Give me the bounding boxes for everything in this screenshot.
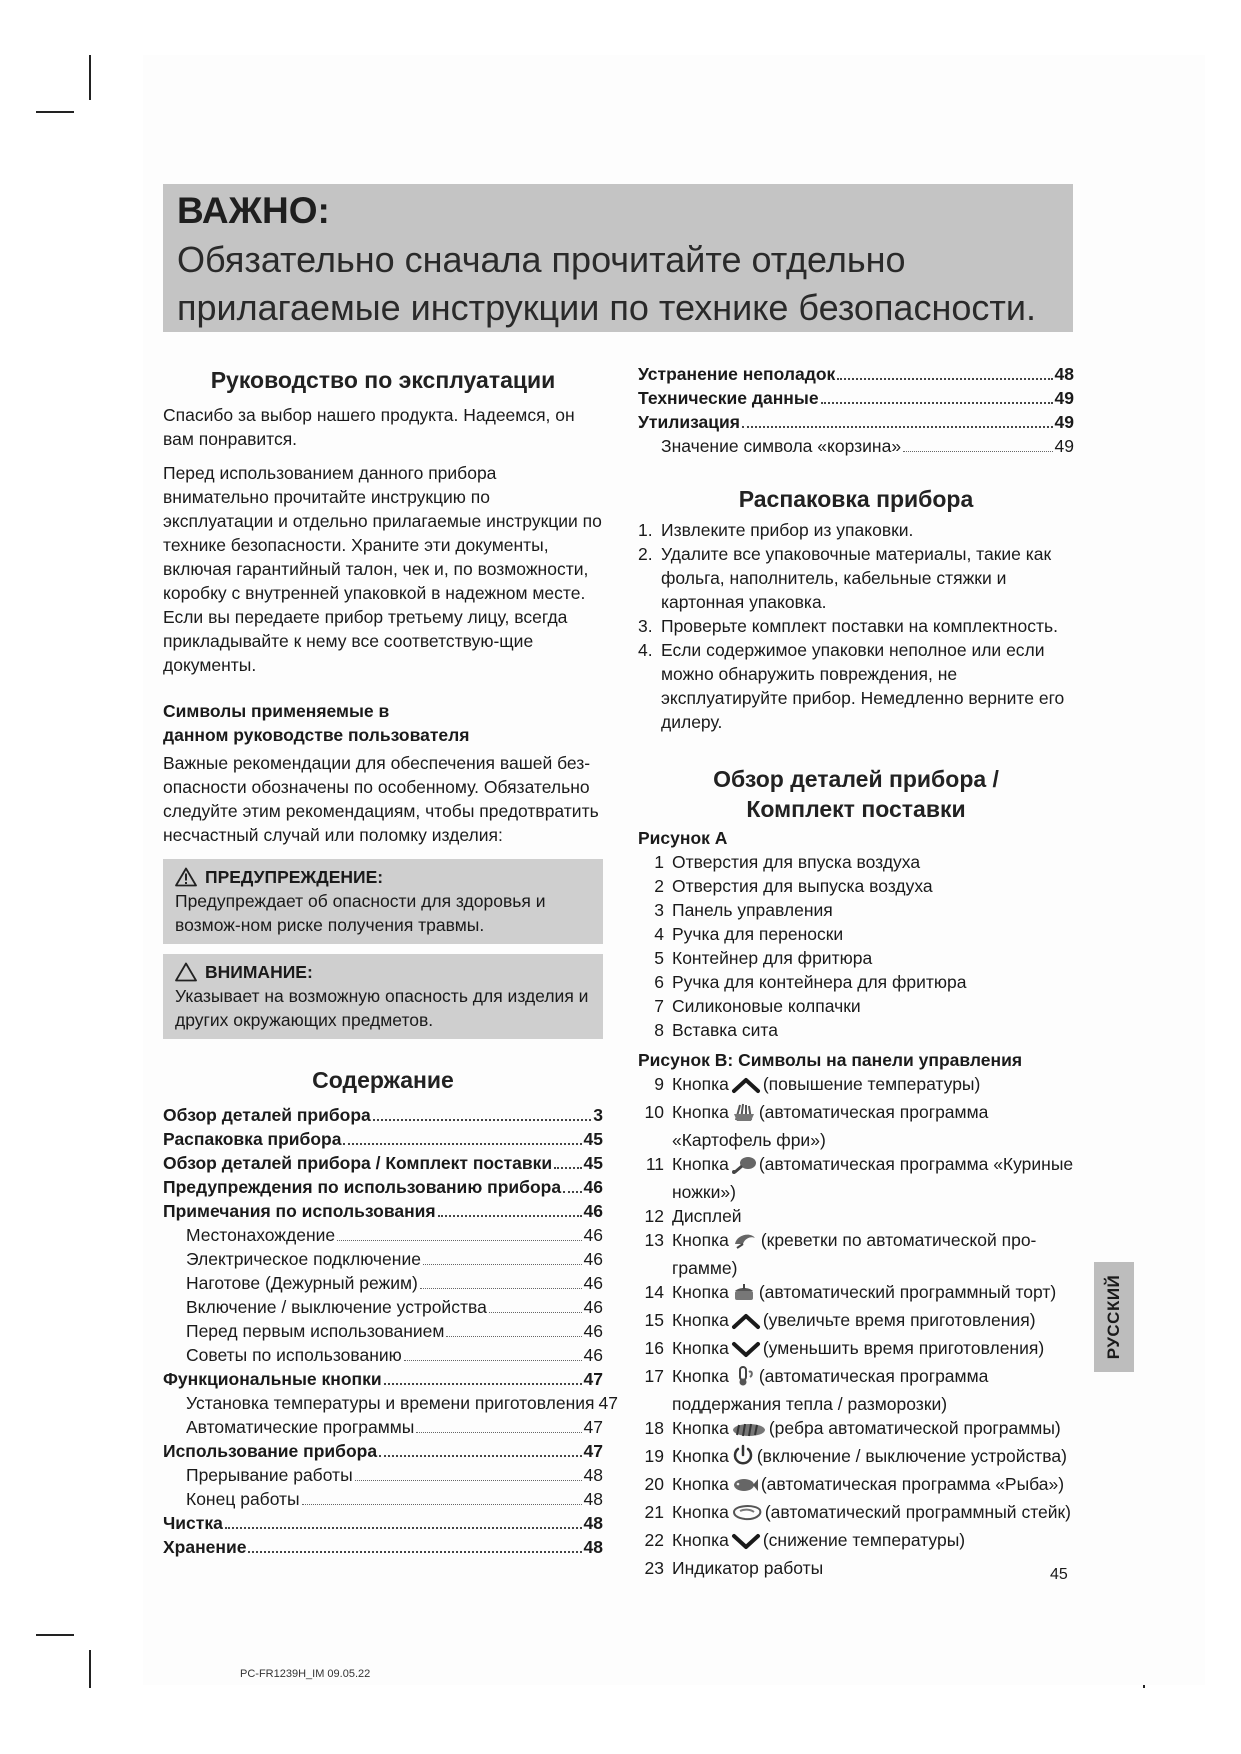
toc-entry[interactable] bbox=[163, 1319, 603, 1343]
crop-mark bbox=[89, 1650, 91, 1688]
crop-mark bbox=[36, 111, 74, 113]
item-text: Отверстия для впуска воздуха bbox=[672, 852, 921, 872]
toc-leader-dots bbox=[423, 1264, 582, 1265]
item-text: Отверстия для выпуска воздуха bbox=[672, 876, 933, 896]
caution-text: Указывает на возможную опасность для изделия и других окружающих предметов. bbox=[175, 986, 589, 1030]
caution-box bbox=[163, 954, 603, 1039]
toc-entry[interactable] bbox=[163, 1463, 603, 1487]
item-number: 4 bbox=[654, 924, 664, 944]
toc-entry-page: 49 bbox=[1054, 412, 1074, 432]
item-number: 14 bbox=[644, 1282, 664, 1302]
toc-leader-dots bbox=[554, 1167, 581, 1169]
banner-title: ВАЖНО: bbox=[177, 190, 330, 231]
toc-entry-page: 47 bbox=[598, 1393, 618, 1413]
item-word: Кнопка bbox=[672, 1074, 729, 1094]
toc-leader-dots bbox=[355, 1480, 582, 1481]
caution-header bbox=[175, 960, 591, 984]
item-number: 10 bbox=[644, 1102, 664, 1122]
toc-leader-dots bbox=[489, 1312, 582, 1313]
toc-leader-dots bbox=[821, 402, 1053, 404]
item-description: (автоматическая программа «Куриные ножки») bbox=[672, 1154, 1074, 1202]
item-description: (автоматический программный торт) bbox=[758, 1282, 1057, 1302]
item-text bbox=[672, 1336, 1074, 1364]
toc-entry-page: 46 bbox=[583, 1249, 603, 1269]
caution-title: ВНИМАНИЕ: bbox=[205, 962, 313, 982]
item-number: 15 bbox=[644, 1310, 664, 1330]
toc-leader-dots bbox=[837, 378, 1052, 380]
figure-a-item bbox=[638, 850, 1074, 874]
toc-entry-label: Конец работы bbox=[186, 1489, 300, 1509]
toc-entry-page: 46 bbox=[583, 1177, 603, 1197]
figure-a-item bbox=[638, 994, 1074, 1018]
figure-b-item bbox=[638, 1072, 1074, 1100]
important-banner bbox=[163, 184, 1073, 332]
toc-entry-page: 47 bbox=[583, 1417, 603, 1437]
step-number: 3. bbox=[638, 616, 653, 636]
crop-mark bbox=[36, 1634, 74, 1636]
item-text bbox=[672, 1204, 1074, 1228]
ribs-icon bbox=[731, 1420, 767, 1444]
figure-a-item bbox=[638, 946, 1074, 970]
toc-entry-label: Использование прибора bbox=[163, 1441, 378, 1461]
step-text: Извлеките прибор из упаковки. bbox=[661, 520, 914, 540]
chevron-up-icon bbox=[731, 1076, 761, 1100]
right-column bbox=[638, 362, 1074, 1580]
contents-heading: Содержание bbox=[312, 1067, 454, 1093]
fish-icon bbox=[731, 1474, 759, 1500]
item-word: Кнопка bbox=[672, 1230, 729, 1250]
toc-entry-label: Наготове (Дежурный режим) bbox=[186, 1273, 418, 1293]
toc-entry-label: Утилизация bbox=[638, 412, 741, 432]
toc-entry[interactable] bbox=[163, 1415, 603, 1439]
unpacking-step bbox=[638, 542, 1074, 614]
step-number: 2. bbox=[638, 544, 653, 564]
item-number: 13 bbox=[644, 1230, 664, 1250]
item-text bbox=[672, 1072, 1074, 1100]
chevron-up-icon bbox=[731, 1312, 761, 1336]
fries-icon bbox=[731, 1102, 757, 1128]
warning-box bbox=[163, 859, 603, 944]
figure-a-item bbox=[638, 898, 1074, 922]
chevron-down-icon bbox=[731, 1532, 761, 1556]
toc-entry[interactable] bbox=[163, 1151, 603, 1175]
toc-entry[interactable] bbox=[163, 1223, 603, 1247]
item-number: 8 bbox=[654, 1020, 664, 1040]
item-text bbox=[672, 1472, 1074, 1500]
toc-entry-label: Хранение bbox=[163, 1537, 247, 1557]
figure-a-item bbox=[638, 874, 1074, 898]
figure-a-title: Рисунок A bbox=[638, 828, 728, 848]
page-number: 45 bbox=[1050, 1566, 1068, 1583]
item-word: Кнопка bbox=[672, 1338, 729, 1358]
figure-b-item bbox=[638, 1528, 1074, 1556]
step-number: 4. bbox=[638, 640, 653, 660]
symbols-heading-line2: данном руководстве пользователя bbox=[163, 725, 470, 745]
figure-b-item bbox=[638, 1556, 1074, 1580]
left-column bbox=[163, 365, 618, 1559]
item-description: (увеличьте время приготовления) bbox=[762, 1310, 1036, 1330]
item-number: 18 bbox=[644, 1418, 664, 1438]
banner-text: Обязательно сначала прочитайте отдельно прилагаемые инструкции по технике безопасности. bbox=[177, 239, 1036, 328]
cake-icon bbox=[731, 1282, 757, 1308]
toc-entry-label: Технические данные bbox=[638, 388, 819, 408]
figure-b-item bbox=[638, 1500, 1074, 1528]
toc-entry[interactable] bbox=[638, 434, 1074, 458]
item-description: (уменьшить время приготовления) bbox=[762, 1338, 1045, 1358]
toc-entry-page: 46 bbox=[583, 1201, 603, 1221]
item-word: Кнопка bbox=[672, 1366, 729, 1386]
item-number: 12 bbox=[644, 1206, 664, 1226]
item-text bbox=[672, 1152, 1074, 1204]
unpacking-heading: Распаковка прибора bbox=[738, 486, 974, 512]
toc-entry-label: Установка температуры и времени приготовления bbox=[186, 1393, 595, 1413]
toc-leader-dots bbox=[563, 1191, 581, 1193]
overview-heading-line1: Обзор деталей прибора / bbox=[713, 766, 999, 792]
item-number: 22 bbox=[644, 1530, 664, 1550]
item-description: (снижение температуры) bbox=[762, 1530, 966, 1550]
toc-entry-label: Распаковка прибора bbox=[163, 1129, 342, 1149]
symbols-paragraph: Важные рекомендации для обеспечения вашей без-опасности обозначены по особенному. Обязательно следуйте этим рекомендациям, чтобы предотвратить несчастный случай или поломку изделия: bbox=[163, 753, 599, 845]
figure-a-item bbox=[638, 922, 1074, 946]
toc-entry[interactable] bbox=[163, 1127, 603, 1151]
footer-code: PC-FR1239H_IM 09.05.22 bbox=[240, 1668, 371, 1680]
item-word: Кнопка bbox=[672, 1154, 729, 1174]
toc-leader-dots bbox=[420, 1288, 582, 1289]
item-description: (включение / выключение устройства) bbox=[756, 1446, 1067, 1466]
step-text: Если содержимое упаковки неполное или если можно обнаружить повреждения, не эксплуатируйте прибор. Немедленно верните его дилеру. bbox=[661, 640, 1065, 732]
toc-entry-page: 48 bbox=[583, 1489, 603, 1509]
toc-entry-page: 46 bbox=[583, 1225, 603, 1245]
item-number: 3 bbox=[654, 900, 664, 920]
item-text: Ручка для переноски bbox=[672, 924, 844, 944]
item-number: 11 bbox=[645, 1154, 664, 1174]
toc-entry-label: Советы по использованию bbox=[186, 1345, 402, 1365]
toc-leader-dots bbox=[416, 1432, 581, 1433]
toc-leader-dots bbox=[903, 451, 1052, 452]
thermometer-icon bbox=[731, 1366, 757, 1392]
toc-entry[interactable] bbox=[638, 386, 1074, 410]
item-description: (повышение температуры) bbox=[762, 1074, 981, 1094]
step-text: Проверьте комплект поставки на комплектность. bbox=[661, 616, 1058, 636]
unpacking-step bbox=[638, 614, 1074, 638]
toc-leader-dots bbox=[438, 1215, 582, 1217]
item-number: 21 bbox=[644, 1502, 664, 1522]
toc-leader-dots bbox=[225, 1527, 582, 1529]
figure-b-item bbox=[638, 1204, 1074, 1228]
item-text bbox=[672, 1228, 1074, 1280]
toc-leader-dots bbox=[742, 426, 1053, 428]
item-number: 6 bbox=[654, 972, 664, 992]
item-word: Кнопка bbox=[672, 1502, 729, 1522]
item-text bbox=[672, 1444, 1074, 1472]
toc-entry-page: 48 bbox=[583, 1537, 603, 1557]
item-word: Кнопка bbox=[672, 1310, 729, 1330]
item-number: 17 bbox=[644, 1366, 664, 1386]
unpacking-step bbox=[638, 518, 1074, 542]
toc-entry-page: 46 bbox=[583, 1345, 603, 1365]
toc-leader-dots bbox=[248, 1551, 581, 1553]
figure-b-item bbox=[638, 1364, 1074, 1416]
item-text bbox=[672, 1364, 1074, 1416]
item-number: 5 bbox=[654, 948, 664, 968]
item-word: Дисплей bbox=[672, 1206, 742, 1226]
toc-entry-page: 48 bbox=[1054, 364, 1074, 384]
toc-entry-label: Обзор деталей прибора bbox=[163, 1105, 371, 1125]
figure-b-title: Рисунок B: Символы на панели управления bbox=[638, 1050, 1023, 1070]
item-text: Вставка сита bbox=[672, 1020, 778, 1040]
figure-b-item bbox=[638, 1444, 1074, 1472]
toc-entry[interactable] bbox=[163, 1199, 603, 1223]
toc-entry[interactable] bbox=[163, 1295, 603, 1319]
shrimp-icon bbox=[731, 1230, 759, 1256]
toc-entry-label: Значение символа «корзина» bbox=[661, 436, 902, 456]
toc-leader-dots bbox=[337, 1240, 581, 1241]
toc-entry-page: 45 bbox=[583, 1129, 603, 1149]
warning-text: Предупреждает об опасности для здоровья и возмож-ном риске получения травмы. bbox=[175, 891, 546, 935]
item-description: (автоматическая программа поддержания тепла / разморозки) bbox=[672, 1366, 989, 1414]
item-word: Индикатор работы bbox=[672, 1558, 824, 1578]
figure-a-item bbox=[638, 970, 1074, 994]
item-number: 7 bbox=[654, 996, 664, 1016]
figure-b-list bbox=[638, 1072, 1074, 1580]
warning-triangle-icon bbox=[175, 867, 197, 887]
thanks-paragraph: Спасибо за выбор нашего продукта. Надеемся, он вам понравится. bbox=[163, 405, 575, 449]
item-text bbox=[672, 1556, 1074, 1580]
toc-entry-page: 45 bbox=[583, 1153, 603, 1173]
toc-entry[interactable] bbox=[638, 362, 1074, 386]
toc-leader-dots bbox=[379, 1455, 581, 1457]
power-icon bbox=[731, 1444, 755, 1472]
toc-entry[interactable] bbox=[638, 410, 1074, 434]
toc-entry-page: 46 bbox=[583, 1321, 603, 1341]
manual-heading: Руководство по эксплуатации bbox=[210, 367, 556, 393]
item-text bbox=[672, 1416, 1074, 1444]
symbols-heading-line1: Символы применяемые в bbox=[163, 701, 390, 721]
toc-entry-page: 48 bbox=[583, 1465, 603, 1485]
figure-b-item bbox=[638, 1472, 1074, 1500]
toc-entry-label: Чистка bbox=[163, 1513, 223, 1533]
item-word: Кнопка bbox=[672, 1446, 729, 1466]
item-number: 19 bbox=[644, 1446, 664, 1466]
toc-entry-page: 3 bbox=[593, 1105, 603, 1125]
toc-entry-label: Функциональные кнопки bbox=[163, 1369, 382, 1389]
item-description: (автоматическая программа «Рыба») bbox=[760, 1474, 1065, 1494]
toc-entry-label: Примечания по использования bbox=[163, 1201, 436, 1221]
figure-a-list bbox=[638, 850, 1074, 1042]
caution-triangle-icon bbox=[175, 962, 197, 982]
item-text: Панель управления bbox=[672, 900, 833, 920]
toc-entry-label: Устранение неполадок bbox=[638, 364, 836, 384]
toc-entry-page: 48 bbox=[583, 1513, 603, 1533]
toc-leader-dots bbox=[373, 1119, 591, 1121]
item-text bbox=[672, 1100, 1074, 1152]
item-text: Силиконовые колпачки bbox=[672, 996, 861, 1016]
toc-entry-page: 47 bbox=[583, 1369, 603, 1389]
step-text: Удалите все упаковочные материалы, такие как фольга, наполнитель, кабельные стяжки и картонная упаковка. bbox=[661, 544, 1052, 612]
drumstick-icon bbox=[731, 1154, 757, 1180]
item-number: 1 bbox=[654, 852, 664, 872]
toc-leader-dots bbox=[343, 1143, 581, 1145]
toc-entry-label: Обзор деталей прибора / Комплект поставки bbox=[163, 1153, 553, 1173]
unpacking-steps bbox=[638, 518, 1074, 734]
overview-heading-line2: Комплект поставки bbox=[746, 796, 966, 822]
item-text bbox=[672, 1528, 1074, 1556]
figure-a-item bbox=[638, 1018, 1074, 1042]
item-text: Ручка для контейнера для фритюра bbox=[672, 972, 967, 992]
item-description: (автоматическая программа «Картофель фри») bbox=[672, 1102, 989, 1150]
step-number: 1. bbox=[638, 520, 653, 540]
item-number: 9 bbox=[654, 1074, 664, 1094]
toc-entry[interactable] bbox=[163, 1103, 603, 1127]
figure-b-item bbox=[638, 1308, 1074, 1336]
figure-b-item bbox=[638, 1100, 1074, 1152]
item-text bbox=[672, 1280, 1074, 1308]
chevron-down-icon bbox=[731, 1340, 761, 1364]
toc-entry-page: 47 bbox=[583, 1441, 603, 1461]
toc-entry[interactable] bbox=[163, 1247, 603, 1271]
toc-entry-label: Перед первым использованием bbox=[186, 1321, 445, 1341]
toc-entry-page: 46 bbox=[583, 1297, 603, 1317]
toc-entry-page: 49 bbox=[1054, 436, 1074, 456]
toc-entry[interactable] bbox=[163, 1439, 603, 1463]
steak-icon bbox=[731, 1502, 763, 1528]
toc-entry[interactable] bbox=[163, 1271, 603, 1295]
item-number: 2 bbox=[654, 876, 664, 896]
toc-leader-dots bbox=[404, 1360, 582, 1361]
toc-entry[interactable] bbox=[163, 1511, 603, 1535]
toc-entry-label: Включение / выключение устройства bbox=[186, 1297, 487, 1317]
toc-leader-dots bbox=[446, 1336, 581, 1337]
toc-entry-label: Местонахождение bbox=[186, 1225, 336, 1245]
toc-entry-label: Предупреждения по использованию прибора bbox=[163, 1177, 562, 1197]
toc-entry-page: 46 bbox=[583, 1273, 603, 1293]
toc-leader-dots bbox=[302, 1504, 582, 1505]
toc-entry-label: Автоматические программы bbox=[186, 1417, 415, 1437]
unpacking-step bbox=[638, 638, 1074, 734]
item-word: Кнопка bbox=[672, 1102, 729, 1122]
item-text bbox=[672, 1308, 1074, 1336]
warning-title: ПРЕДУПРЕЖДЕНИЕ: bbox=[205, 867, 384, 887]
item-word: Кнопка bbox=[672, 1530, 729, 1550]
table-of-contents-continued bbox=[638, 362, 1074, 458]
toc-entry[interactable] bbox=[163, 1175, 603, 1199]
toc-entry[interactable] bbox=[163, 1343, 603, 1367]
item-word: Кнопка bbox=[672, 1282, 729, 1302]
item-word: Кнопка bbox=[672, 1418, 729, 1438]
item-description: (автоматический программный стейк) bbox=[764, 1502, 1071, 1522]
toc-entry-label: Прерывание работы bbox=[186, 1465, 353, 1485]
language-tab bbox=[1094, 1262, 1134, 1372]
figure-b-item bbox=[638, 1416, 1074, 1444]
item-word: Кнопка bbox=[672, 1474, 729, 1494]
toc-entry[interactable] bbox=[163, 1391, 618, 1415]
toc-entry[interactable] bbox=[163, 1367, 603, 1391]
toc-leader-dots bbox=[384, 1383, 582, 1385]
figure-b-item bbox=[638, 1280, 1074, 1308]
figure-b-item bbox=[638, 1228, 1074, 1280]
warning-header bbox=[175, 865, 591, 889]
item-description: (креветки по автоматической про-грамме) bbox=[672, 1230, 1037, 1278]
toc-entry-label: Электрическое подключение bbox=[186, 1249, 421, 1269]
item-number: 20 bbox=[644, 1474, 664, 1494]
item-text: Контейнер для фритюра bbox=[672, 948, 873, 968]
language-tab-label: РУССКИЙ bbox=[1104, 1274, 1123, 1360]
item-number: 16 bbox=[644, 1338, 664, 1358]
table-of-contents bbox=[163, 1103, 618, 1559]
toc-entry-page: 49 bbox=[1054, 388, 1074, 408]
figure-b-item bbox=[638, 1336, 1074, 1364]
figure-b-item bbox=[638, 1152, 1074, 1204]
item-description: (ребра автоматической программы) bbox=[768, 1418, 1061, 1438]
toc-entry[interactable] bbox=[163, 1535, 603, 1559]
item-number: 23 bbox=[644, 1558, 664, 1578]
toc-entry[interactable] bbox=[163, 1487, 603, 1511]
item-text bbox=[672, 1500, 1074, 1528]
intro-paragraph: Перед использованием данного прибора внимательно прочитайте инструкцию по эксплуатации и отдельно прилагаемые инструкции по технике безопасности. Храните эти документы, включая гарантийный талон, чек и, по возможности, коробку с внутренней упаковкой в надежном месте. Если вы передаете прибор третьему лицу, всегда прикладывайте к нему все соответствую-щие документы. bbox=[163, 463, 602, 675]
crop-mark bbox=[89, 55, 91, 100]
